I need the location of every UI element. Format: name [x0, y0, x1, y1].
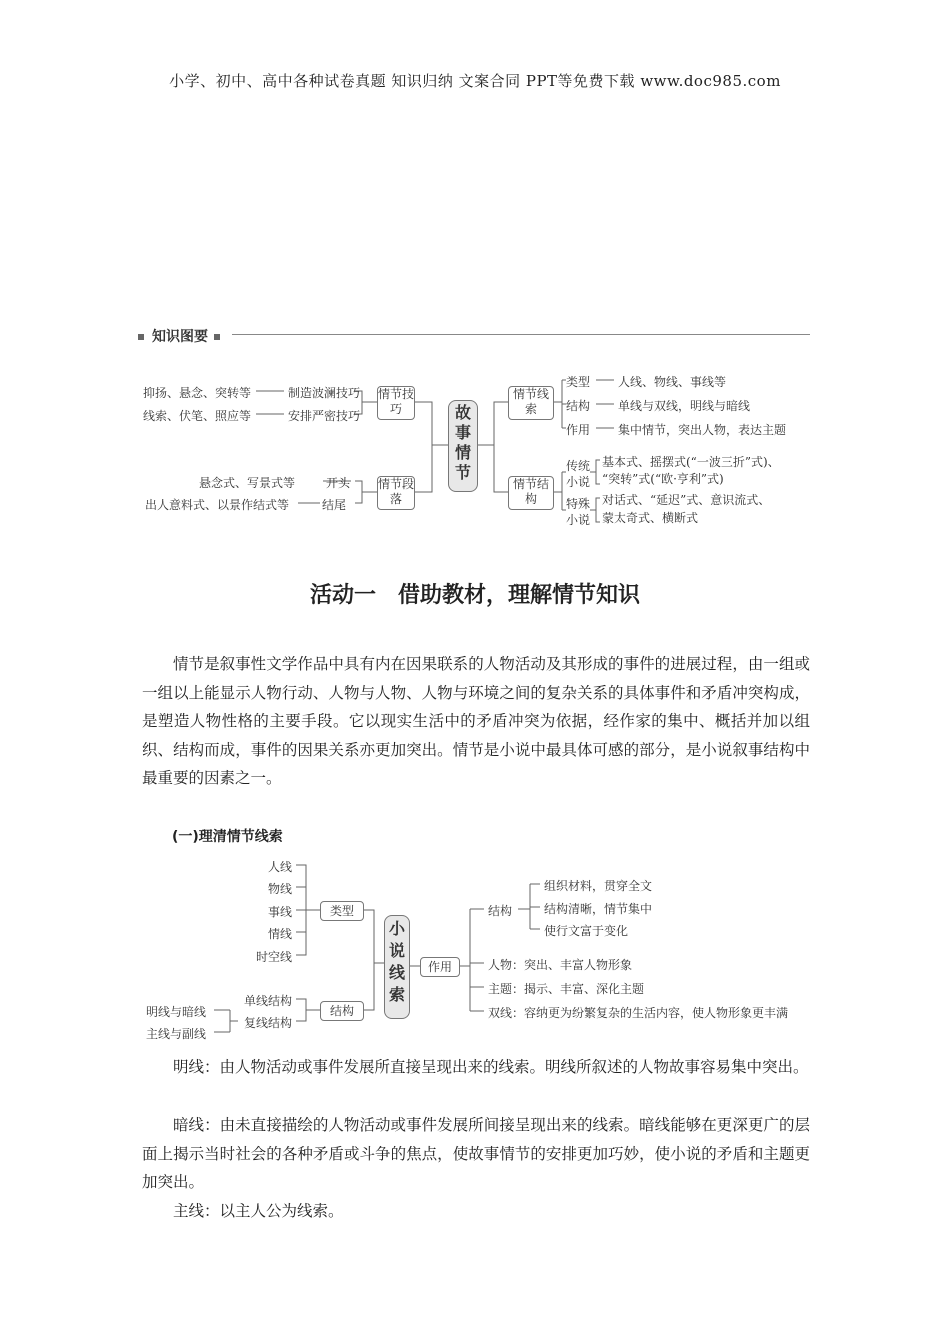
func-item: 主题：揭示、丰富、深化主题: [488, 982, 645, 996]
clue-value: 人线、物线、事线等: [618, 375, 727, 389]
page-header: 小学、初中、高中各种试卷真题 知识归纳 文案合同 PPT等免费下载 www.doc985.com: [169, 72, 781, 90]
type-item: 时空线: [256, 950, 293, 964]
technique-result: 安排严密技巧: [288, 409, 361, 423]
clue-label: 结构: [566, 399, 591, 413]
definition-bright-line: 明线：由人物活动或事件发展所直接呈现出来的线索。明线所叙述的人物故事容易集中突出。: [173, 1058, 809, 1076]
func-struct-item: 结构清晰，情节集中: [544, 902, 653, 916]
subsection-title: (一)理清情节线索: [172, 829, 283, 845]
box-plot-technique: 情节技巧: [377, 386, 415, 420]
func-struct-label: 结构: [488, 904, 513, 918]
struct-sub-item: 主线与副线: [146, 1027, 207, 1041]
section-label: 知识图要: [138, 326, 220, 346]
struct-item: 单线结构: [244, 994, 293, 1008]
intro-paragraph: 情节是叙事性文学作品中具有内在因果联系的人物活动及其形成的事件的进展过程，由一组或一组以上能显示人物行动、人物与人物、人物与环境之间的复杂关系的具体事件和矛盾冲突构成，是塑造人物性格的主要手段。它以现实生活中的矛盾冲突为依据，经作家的集中、概括并加以组织、结构而成，事件的因果关系亦更加突出。情节是小说中最具体可感的部分，是小说叙事结构中最重要的因素之一。: [142, 655, 810, 787]
clue-label: 类型: [566, 375, 591, 389]
func-struct-item: 使行文富于变化: [544, 924, 629, 938]
activity-title: 活动一 借助教材，理解情节知识: [309, 583, 640, 608]
box-plot-paragraph: 情节段落: [377, 476, 415, 510]
structure-value: 对话式、“延迟”式、意识流式、: [602, 493, 771, 507]
type-item: 人线: [268, 860, 293, 874]
structure-value: 蒙太奇式、横断式: [602, 511, 699, 525]
center-story-plot: 故 事 情 节: [448, 400, 478, 492]
definition-main-line: 主线：以主人公为线索。: [173, 1202, 344, 1220]
struct-item: 复线结构: [244, 1016, 293, 1030]
func-item: 人物：突出、丰富人物形象: [488, 958, 633, 972]
technique-item: 线索、伏笔、照应等: [143, 409, 252, 423]
paragraph-result: 开头: [326, 476, 351, 490]
type-item: 情线: [268, 927, 293, 941]
paragraph-item: 悬念式、写景式等: [199, 476, 296, 490]
structure-label: 特殊小说: [566, 497, 591, 527]
paragraph-result: 结尾: [322, 498, 347, 512]
box-plot-clue: 情节线索: [508, 386, 554, 420]
func-struct-item: 组织材料，贯穿全文: [544, 879, 653, 893]
structure-value: 基本式、摇摆式(“一波三折”式)、: [602, 455, 780, 469]
definition-dark-line: 暗线：由未直接描绘的人物活动或事件发展所间接呈现出来的线索。暗线能够在更深更广的层面上揭示当时社会的各种矛盾或斗争的焦点，使故事情节的安排更加巧妙，使小说的矛盾和主题更加突出。: [142, 1116, 810, 1191]
paragraph-item: 出人意料式、以景作结式等: [145, 498, 290, 512]
clue-value: 单线与双线，明线与暗线: [618, 399, 751, 413]
technique-result: 制造波澜技巧: [288, 386, 361, 400]
clue-label: 作用: [566, 423, 591, 437]
clue-value: 集中情节，突出人物，表达主题: [618, 423, 787, 437]
center-novel-clue: 小 说 线 索: [384, 915, 410, 1019]
box-plot-structure: 情节结构: [508, 476, 554, 510]
box-function: 作用: [420, 957, 460, 977]
type-item: 事线: [268, 905, 293, 919]
box-structure: 结构: [320, 1001, 364, 1021]
type-item: 物线: [268, 882, 293, 896]
box-type: 类型: [320, 901, 364, 921]
structure-label: 传统小说: [566, 459, 591, 489]
struct-sub-item: 明线与暗线: [146, 1005, 207, 1019]
func-item: 双线：容纳更为纷繁复杂的生活内容，使人物形象更丰满: [488, 1006, 789, 1020]
technique-item: 抑扬、悬念、突转等: [143, 386, 252, 400]
structure-value: “突转”式(“欧·亨利”式): [602, 472, 724, 486]
